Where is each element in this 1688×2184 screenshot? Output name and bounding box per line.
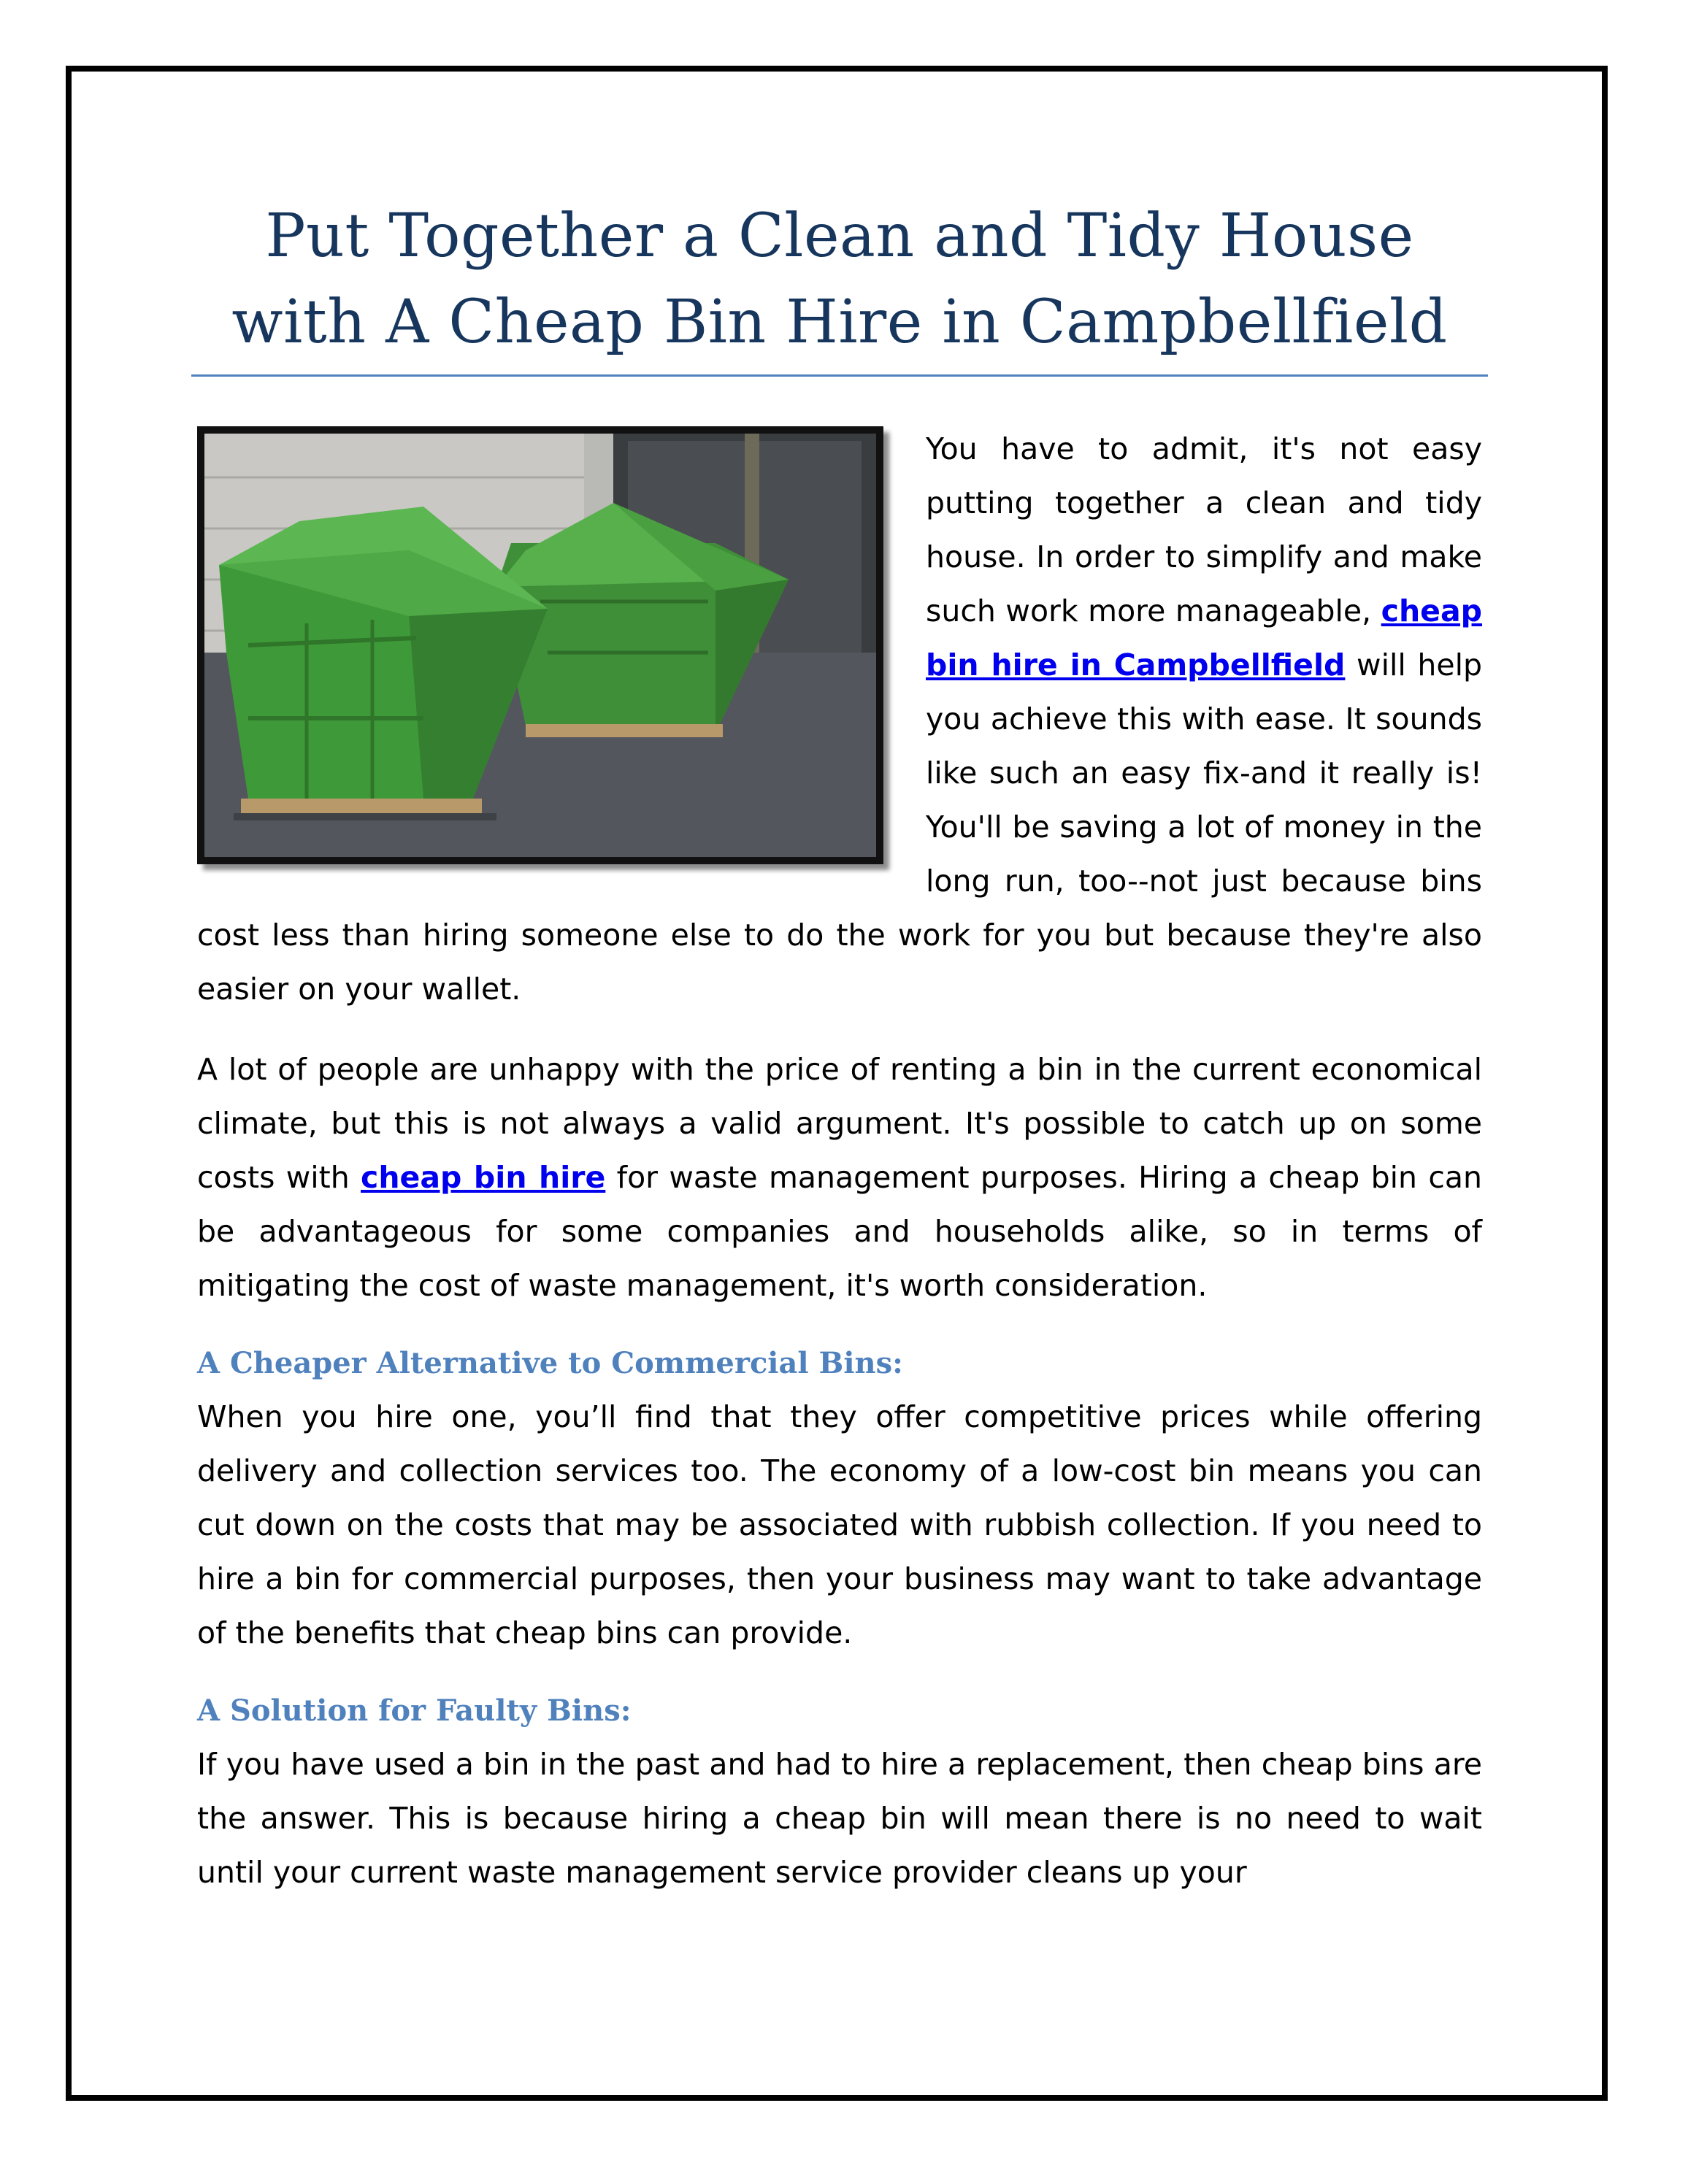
- section-body-faulty-bins: If you have used a bin in the past and had to hire a replacement, then cheap bins are the answer. This is because hiring a cheap bin will mean there is no need to wait until your current waste management service provider cleans up your: [197, 1747, 1482, 1890]
- cheap-bin-hire-campbellfield-link[interactable]: cheap bin hire in Campbellfield: [926, 593, 1482, 682]
- para2-text-after: for waste management purposes. Hiring a cheap bin can be advantageous for some companies and households alike, so in terms of mitigating the cost of waste management, it's worth consideration.: [197, 1160, 1482, 1303]
- section-heading-faulty-bins: A Solution for Faulty Bins:: [197, 1693, 632, 1728]
- title-underline-rule: [191, 374, 1488, 377]
- article-body: [197, 422, 1482, 1926]
- section-heading-cheaper-alternative: A Cheaper Alternative to Commercial Bins:: [197, 1346, 903, 1380]
- green-skip-bins-photo: [197, 426, 883, 864]
- intro-text-after: will help you achieve this with ease. It sounds like such an easy fix-and it really is! You'll be saving a lot of money in the long run, too--not just because bins cost less than hiring someone else to do the work for you but because they're also easier on your wallet.: [197, 647, 1482, 1007]
- second-paragraph: [197, 1042, 1482, 1312]
- para2-text-before: A lot of people are unhappy with the price of renting a bin in the current economical climate, but this is not always a valid argument. It's possible to catch up on some costs with: [197, 1052, 1482, 1195]
- cheap-bin-hire-link[interactable]: cheap bin hire: [361, 1160, 606, 1195]
- document-title: [191, 193, 1488, 366]
- intro-text-before: You have to admit, it's not easy putting together a clean and tidy house. In order to simplify and make such work more manageable,: [926, 431, 1482, 628]
- title-line-2: with A Cheap Bin Hire in Campbellfield: [231, 288, 1448, 357]
- section-body-cheaper-alternative: When you hire one, you’ll find that they offer competitive prices while offering delivery and collection services too. The economy of a low-cost bin means you can cut down on the costs that may be associated with rubbish collection. If you need to hire a bin for commercial purposes, then your business may want to take advantage of the benefits that cheap bins can provide.: [197, 1399, 1482, 1650]
- skip-bins-illustration: [204, 434, 876, 857]
- title-line-1: Put Together a Clean and Tidy House: [265, 201, 1414, 271]
